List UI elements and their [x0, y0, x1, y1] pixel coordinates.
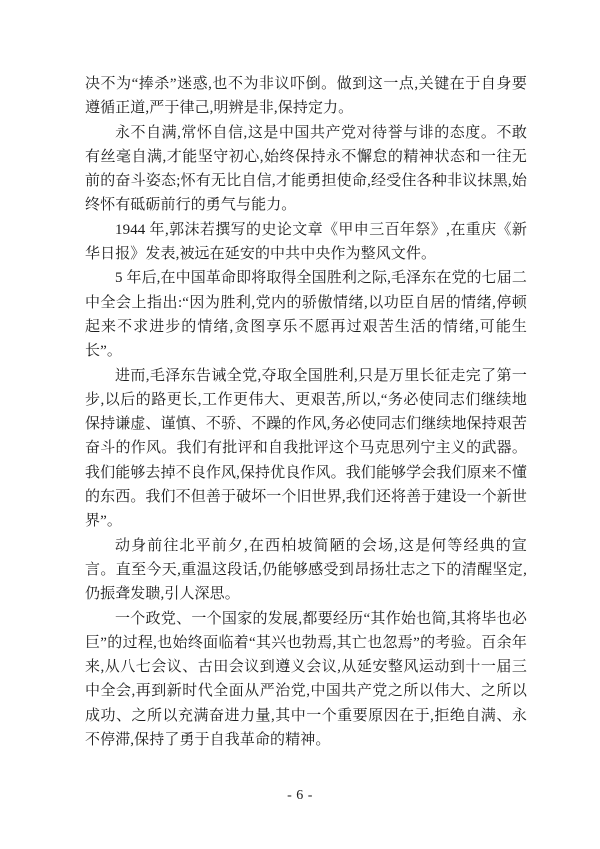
page-number: - 6 - [287, 788, 313, 803]
paragraph: 动身前往北平前夕,在西柏坡简陋的会场,这是何等经典的宣言。直至今天,重温这段话,仍能够感受到昂扬壮志之下的清醒坚定,仍振聋发聩,引人深思。 [85, 537, 527, 603]
paragraph: 一个政党、一个国家的发展,都要经历“其作始也简,其将毕也必巨”的过程,也始终面临着“其兴也勃焉,其亡也忽焉”的考验。百余年来,从八七会议、古田会议到遵义会议,从延安整风运动到十一届三中全会,再到新时代全面从严治党,中国共产党之所以伟大、之所以成功、之所以充满奋进力量,其中一个重要原因在于,拒绝自满、永不停滞,保持了勇于自我革命的精神。 [85, 610, 527, 749]
paragraph: 1944 年,郭沫若撰写的史论文章《甲申三百年祭》,在重庆《新华日报》发表,被远在延安的中共中央作为整风文件。 [85, 221, 527, 263]
paragraph: 永不自满,常怀自信,这是中国共产党对待誉与诽的态度。不敢有丝毫自满,才能坚守初心,始终保持永不懈怠的精神状态和一往无前的奋斗姿态;怀有无比自信,才能勇担使命,经受住各种非议抹黑,始终怀有砥砺前行的勇气与能力。 [85, 124, 527, 214]
paragraph: 5 年后,在中国革命即将取得全国胜利之际,毛泽东在党的七届二中全会上指出:“因为胜利,党内的骄傲情绪,以功臣自居的情绪,停顿起来不求进步的情绪,贪图享乐不愿再过艰苦生活的情绪,可能生长”。 [85, 270, 527, 360]
paragraph: 决不为“捧杀”迷惑,也不为非议吓倒。做到这一点,关键在于自身要遵循正道,严于律己,明辨是非,保持定力。 [85, 76, 527, 117]
document-body [85, 72, 527, 752]
paragraph: 进而,毛泽东告诫全党,夺取全国胜利,只是万里长征走完了第一步,以后的路更长,工作更伟大、更艰苦,所以,“务必使同志们继续地保持谦虚、谨慎、不骄、不躁的作风,务必使同志们继续地保持艰苦奋斗的作风。我们有批评和自我批评这个马克思列宁主义的武器。我们能够去掉不良作风,保持优良作风。我们能够学会我们原来不懂的东西。我们不但善于破坏一个旧世界,我们还将善于建设一个新世界”。 [85, 367, 527, 530]
